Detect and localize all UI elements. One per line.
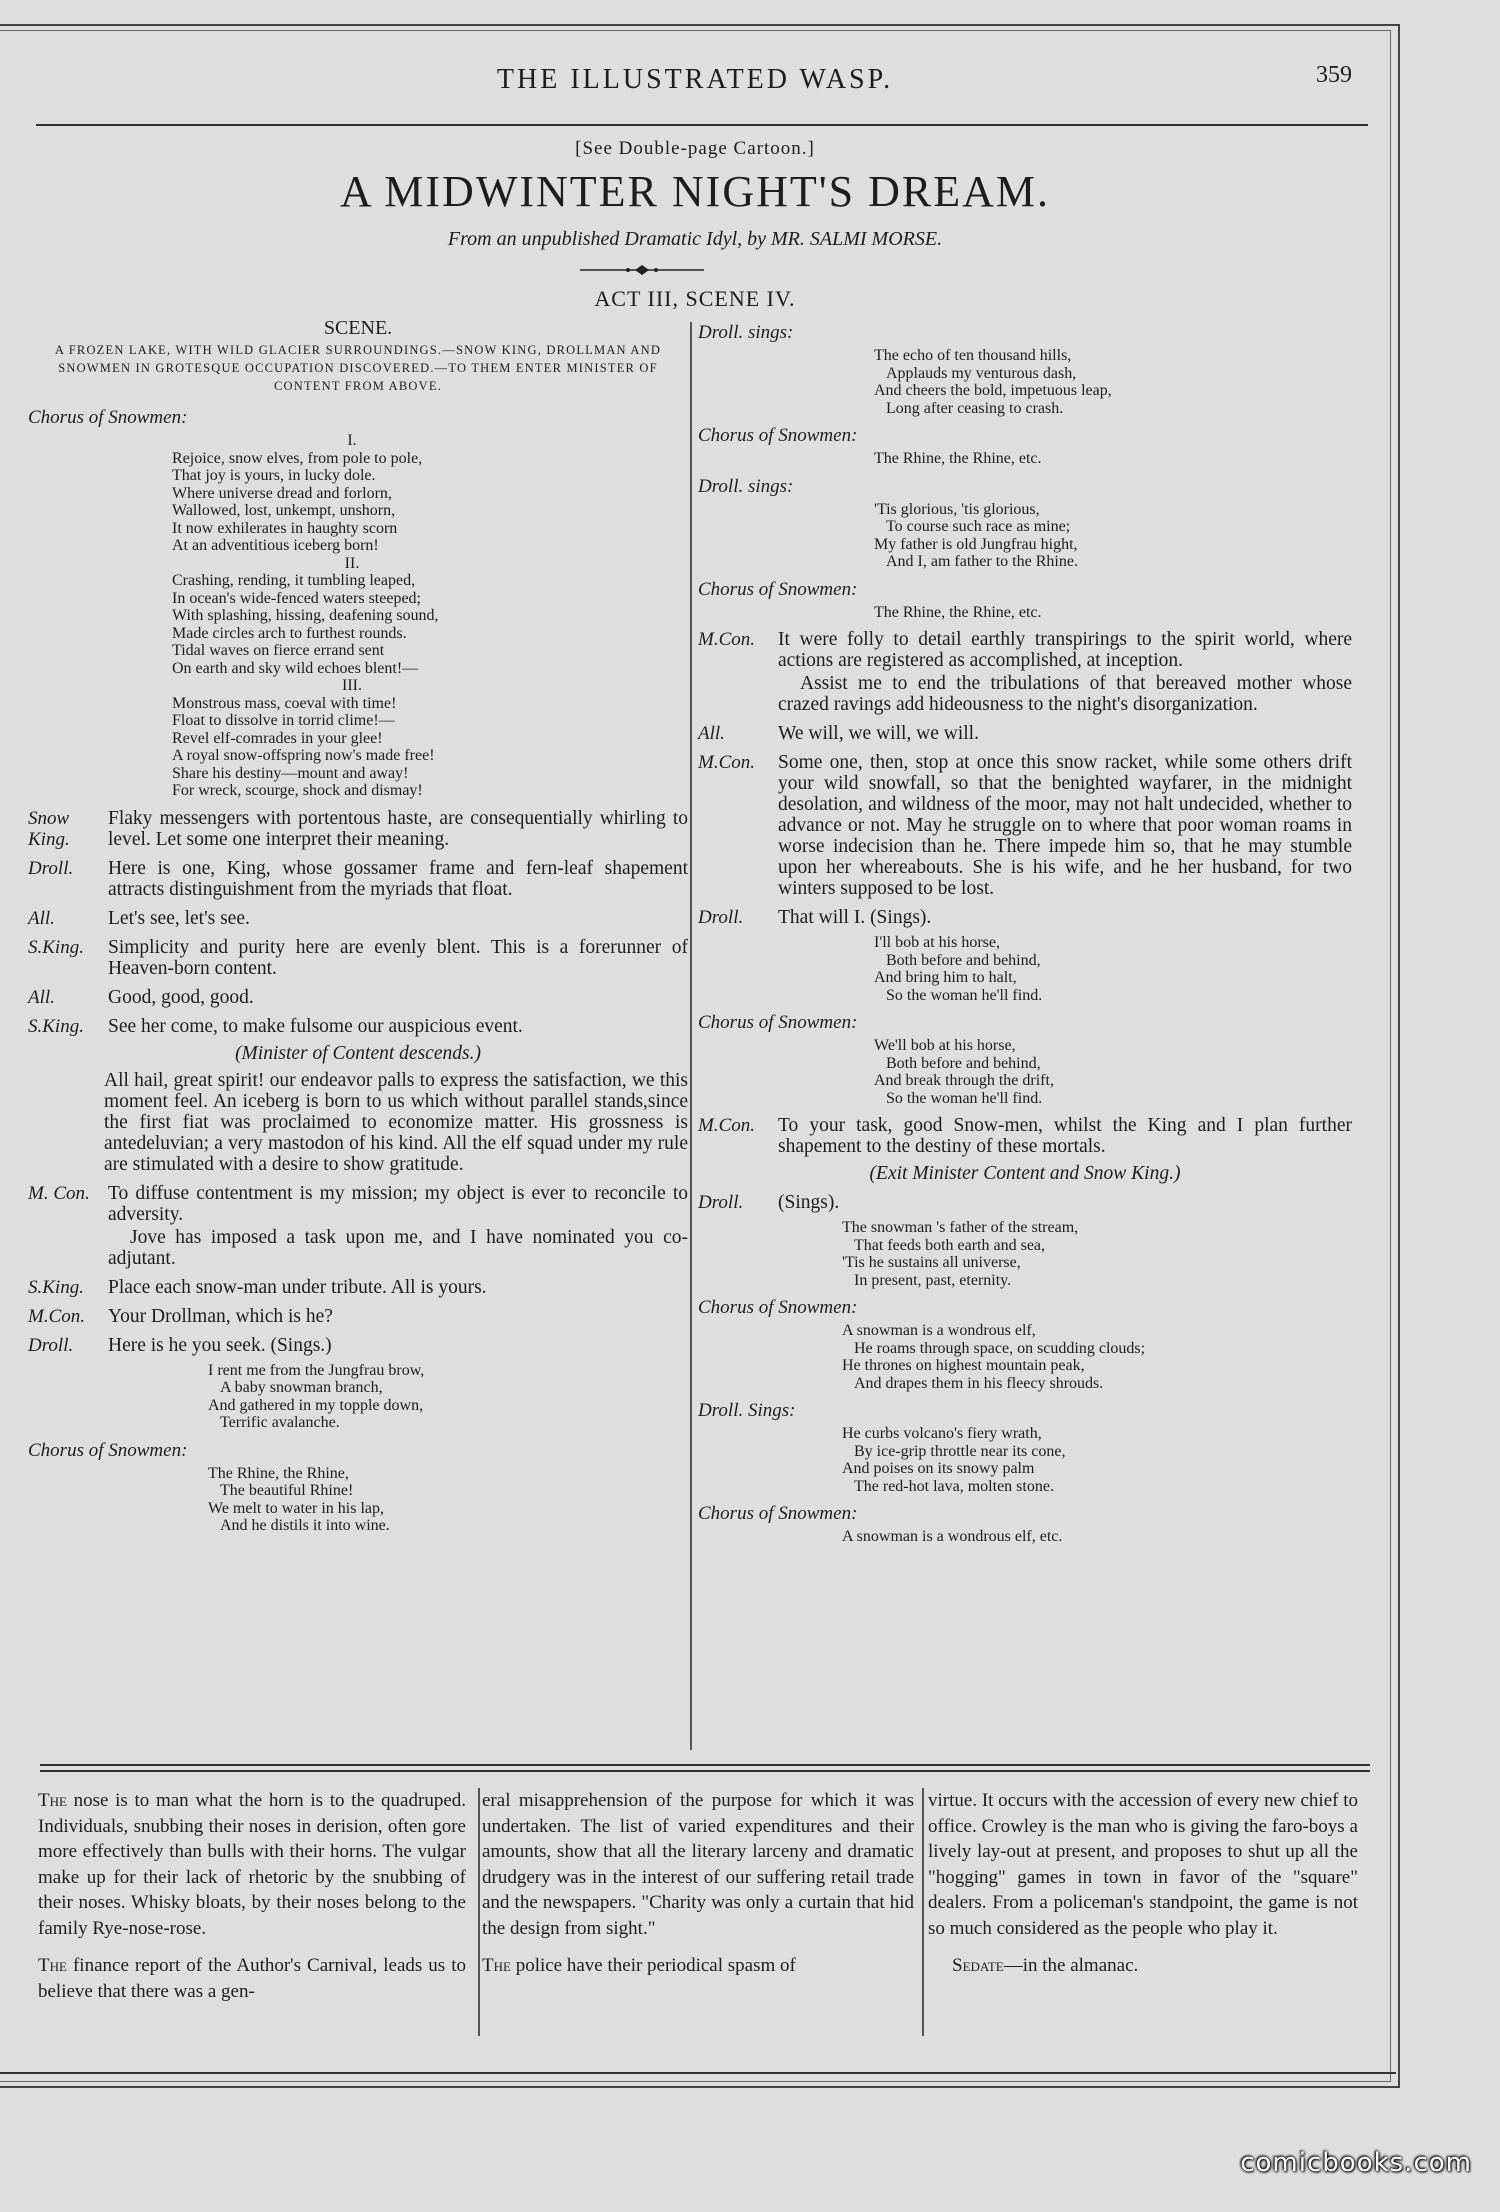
speech	[28, 1306, 688, 1327]
verse-line: Rejoice, snow elves, from pole to pole,	[172, 449, 423, 467]
singer-label: Droll. sings:	[698, 475, 794, 497]
speaker-name: M.Con.	[28, 1305, 85, 1327]
singer-label: Droll. Sings:	[698, 1400, 796, 1421]
verse-line: And I, am father to the Rhine.	[886, 553, 1078, 570]
paragraph-text: finance report of the Author's Carnival, leads us to believe that there was a gen-	[38, 1955, 466, 2002]
chorus-label: Chorus of Snowmen:	[698, 1297, 858, 1318]
singer-label: Droll. sings:	[698, 322, 794, 343]
verse-line: A snowman is a wondrous elf,	[842, 1322, 1036, 1339]
verse-line: Made circles arch to furthest rounds.	[172, 624, 407, 642]
verse-line: I'll bob at his horse,	[874, 934, 1000, 951]
page-number: 359	[1316, 62, 1352, 88]
speech-text: Assist me to end the tribulations of that bereaved mother whose crazed ravings add hideousness to the night's disorganization.	[778, 673, 1352, 715]
right-column	[698, 322, 1352, 1552]
verse-line: My father is old Jungfrau hight,	[874, 535, 1078, 553]
stage-direction: (Minister of Content descends.)	[235, 1042, 481, 1064]
speaker-name: M.Con.	[698, 1115, 755, 1136]
verse-line: The Rhine, the Rhine,	[208, 1464, 349, 1482]
verse-line: And break through the drift,	[874, 1072, 1054, 1089]
see-note: [See Double-page Cartoon.]	[575, 138, 815, 159]
verse-line: He thrones on highest mountain peak,	[842, 1357, 1085, 1374]
verse-line: He roams through space, on scudding clouds;	[854, 1339, 1146, 1357]
verse-block	[842, 1219, 1352, 1289]
scene-direction: A FROZEN LAKE, WITH WILD GLACIER SURROUNDINGS.—SNOW KING, DROLLMAN AND SNOWMEN IN GROTESQUE OCCUPATION DISCOVERED.—TO THEM ENTER MINISTER OF CONTENT FROM ABOVE.	[54, 343, 662, 393]
speaker-name: M.Con.	[698, 752, 755, 773]
speech-text: Good, good, good.	[108, 986, 254, 1008]
chorus-label: Chorus of Snowmen:	[698, 578, 858, 600]
verse-block	[874, 501, 1352, 571]
verse-line: The echo of ten thousand hills,	[874, 347, 1072, 364]
speech-group	[28, 808, 688, 1037]
paragraph-text: police have their periodical spasm of	[515, 1955, 796, 1976]
verse-line: 'Tis he sustains all universe,	[842, 1254, 1021, 1271]
verse-line: The Rhine, the Rhine, etc.	[874, 450, 1042, 467]
left-column	[28, 318, 688, 1541]
verse-block	[874, 934, 1352, 1004]
paragraph	[928, 1953, 1358, 1979]
paragraph	[482, 1953, 914, 1979]
lead-word: The	[38, 1955, 67, 1976]
speaker-name: Droll.	[698, 907, 744, 928]
speaker-name: All.	[28, 907, 55, 929]
verse-block	[874, 450, 1352, 468]
bottom-rule	[0, 2072, 1396, 2074]
speech-text: That will I. (Sings).	[778, 907, 932, 928]
speech	[28, 858, 688, 900]
paragraph-column-3	[928, 1788, 1358, 1979]
ornament-divider	[580, 262, 704, 278]
masthead-title: THE ILLUSTRATED WASP.	[496, 64, 894, 95]
verse-line: Share his destiny—mount and away!	[172, 764, 409, 782]
header-rule	[36, 124, 1368, 126]
article-subtitle: From an unpublished Dramatic Idyl, by MR. SALMI MORSE.	[447, 228, 943, 250]
speech-text: Flaky messengers with portentous haste, are consequentially whirling to level. Let some one interpret their meaning.	[108, 807, 688, 850]
speech-text: We will, we will, we will.	[778, 723, 979, 744]
verse-line: The snowman 's father of the stream,	[842, 1219, 1079, 1236]
paragraph-text: nose is to man what the horn is to the quadruped. Individuals, snubbing their noses in derision, often gore more effectively than bulls with their horns. The vulgar make up for their lack of rhetoric by the snubbing of their noses. Whisky bloats, by their noses belong to the family Rye-nose-rose.	[38, 1790, 466, 1939]
verse-line: In ocean's wide-fenced waters steeped;	[172, 589, 421, 607]
scene-heading: SCENE.	[323, 317, 393, 339]
lead-word: The	[482, 1955, 511, 1976]
speech	[698, 1115, 1352, 1157]
verse-line: Monstrous mass, coeval with time!	[172, 694, 397, 712]
speech-text: Place each snow-man under tribute. All is yours.	[108, 1276, 487, 1298]
paragraph-column-2	[482, 1788, 914, 1979]
verse-line: Applauds my venturous dash,	[886, 364, 1077, 382]
speaker-name: Droll.	[698, 1192, 744, 1213]
speech-text: See her come, to make fulsome our auspicious event.	[108, 1015, 523, 1037]
speech	[28, 1335, 688, 1356]
speech-text: Simplicity and purity here are evenly blent. This is a forerunner of Heaven-born content.	[108, 936, 688, 979]
stanza-number: III.	[342, 677, 362, 694]
verse-line: A snowman is a wondrous elf, etc.	[842, 1528, 1063, 1545]
speech	[698, 723, 1352, 744]
verse-block	[172, 432, 532, 800]
verse-line: Revel elf-comrades in your glee!	[172, 729, 383, 747]
column-divider	[478, 1788, 480, 2036]
verse-line: We'll bob at his horse,	[874, 1037, 1016, 1054]
speaker-name: S.King.	[28, 1015, 84, 1037]
speech	[28, 808, 688, 850]
speech-group	[698, 723, 1352, 928]
act-heading: ACT III, SCENE IV.	[594, 286, 796, 311]
paragraph-text: eral misapprehension of the purpose for which it was undertaken. The list of varied expenditures and their amounts, show that all the literary larceny and dramatic drudgery was in the interest of our suffering retail trade and the newspapers. "Charity was only a curtain that hid the design from sight."	[482, 1790, 914, 1939]
verse-line: A baby snowman branch,	[220, 1379, 383, 1396]
verse-block	[842, 1425, 1352, 1495]
verse-block	[874, 604, 1352, 622]
verse-line: So the woman he'll find.	[886, 1089, 1043, 1107]
paragraph	[928, 1788, 1358, 1941]
speaker-name: M.Con.	[698, 629, 755, 650]
speech	[28, 987, 688, 1008]
speech-text: (Sings).	[778, 1192, 840, 1213]
verse-line: Crashing, rending, it tumbling leaped,	[172, 572, 416, 589]
verse-line: So the woman he'll find.	[886, 986, 1043, 1004]
lead-word: The	[38, 1790, 67, 1811]
verse-block	[208, 1465, 688, 1535]
speech	[28, 1183, 688, 1225]
verse-block	[208, 1362, 688, 1432]
verse-line: And cheers the bold, impetuous leap,	[874, 382, 1112, 399]
verse-line: I rent me from the Jungfrau brow,	[208, 1361, 425, 1379]
verse-line: And bring him to halt,	[874, 969, 1017, 986]
verse-line: 'Tis glorious, 'tis glorious,	[874, 500, 1040, 518]
stanza-number: II.	[344, 554, 360, 572]
speaker-name: Droll.	[28, 857, 74, 879]
speech-text: To diffuse contentment is my mission; my object is ever to reconcile to adversity.	[108, 1182, 688, 1225]
verse-line: Both before and behind,	[886, 1054, 1041, 1072]
chorus-label: Chorus of Snowmen:	[698, 1012, 858, 1033]
chorus-label: Chorus of Snowmen:	[28, 1439, 188, 1461]
verse-line: A royal snow-offspring now's made free!	[172, 747, 435, 764]
verse-line: The Rhine, the Rhine, etc.	[874, 603, 1042, 621]
verse-line: By ice-grip throttle near its cone,	[854, 1442, 1066, 1460]
verse-line: And he distils it into wine.	[220, 1517, 390, 1534]
paragraph-text: virtue. It occurs with the accession of every new chief to office. Crowley is the man who is giving the faro-boys a lively lay-out at present, and proposes to shut up all the "hogging" games in town in favor of the "square" dealers. From a policeman's standpoint, the game is not so much considered as the people who play it.	[928, 1790, 1358, 1939]
chorus-label: Chorus of Snowmen:	[28, 407, 188, 428]
column-divider	[922, 1788, 924, 2036]
verse-line: And poises on its snowy palm	[842, 1460, 1035, 1477]
speaker-name: S.King.	[28, 936, 84, 958]
speech-text: All hail, great spirit! our endeavor palls to express the satisfaction, we this moment feel. An iceberg is born to us which without parallel stands,since the first fiat was proclaimed to economize matter. His grossness is antedeluvian; a very mastodon of his kind. All the elf squad under my rule are stimulated with a desire to show gratitude.	[104, 1069, 688, 1175]
paragraph-text: —in the almanac.	[1003, 1955, 1139, 1976]
speaker-name: Droll.	[28, 1334, 74, 1356]
speech-text: Let's see, let's see.	[108, 907, 250, 929]
speech	[28, 1277, 688, 1298]
verse-block	[842, 1322, 1352, 1392]
paragraph-column-1	[38, 1788, 466, 2004]
verse-line: Long after ceasing to crash.	[886, 399, 1064, 417]
stanza-number: I.	[347, 432, 357, 449]
verse-block	[842, 1528, 1352, 1546]
article-title: A MIDWINTER NIGHT'S DREAM.	[339, 167, 1051, 216]
chorus-label: Chorus of Snowmen:	[698, 425, 858, 446]
verse-line: For wreck, scourge, shock and dismay!	[172, 782, 423, 799]
speech-text: Here is he you seek. (Sings.)	[108, 1334, 332, 1356]
verse-line: At an adventitious iceberg born!	[172, 537, 379, 554]
speaker-name: All.	[698, 723, 725, 744]
speech-group	[28, 1277, 688, 1356]
speech-text: Some one, then, stop at once this snow racket, while some others drift your wild snowfall, so that the benighted wayfarer, in the midnight desolation, and wildness of the moor, may not halt undecided, whether to advance or not. May he struggle on to where that poor woman roams in worse indecision than he. There impede him so, that he may stumble upon her whereabouts. She is his wife, and he her husband, for two winters supposed to be lost.	[778, 752, 1352, 899]
verse-line: It now exhilerates in haughty scorn	[172, 519, 398, 537]
column-divider	[690, 322, 692, 1750]
speaker-name: All.	[28, 986, 55, 1008]
speech	[28, 937, 688, 979]
verse-line: Where universe dread and forlorn,	[172, 484, 392, 502]
speech-text: Your Drollman, which is he?	[108, 1305, 333, 1327]
verse-line: He curbs volcano's fiery wrath,	[842, 1425, 1042, 1442]
speech-text: It were folly to detail earthly transpirings to the spirit world, where actions are registered as accomplished, at inception.	[778, 629, 1352, 671]
verse-line: That joy is yours, in lucky dole.	[172, 467, 376, 484]
verse-line: On earth and sky wild echoes blent!—	[172, 659, 419, 677]
watermark: comicbooks.com	[1240, 2148, 1472, 2178]
paragraph	[38, 1953, 466, 2004]
speech	[698, 752, 1352, 899]
verse-line: Tidal waves on fierce errand sent	[172, 642, 385, 659]
stage-direction: (Exit Minister Content and Snow King.)	[869, 1163, 1181, 1184]
speech-group	[698, 629, 1352, 671]
verse-block	[874, 1037, 1352, 1107]
speaker-name: Snow King.	[28, 807, 70, 850]
lead-word: Sedate	[952, 1955, 1004, 1976]
verse-line: To course such race as mine;	[886, 518, 1071, 535]
speech	[698, 629, 1352, 671]
speech-text: Here is one, King, whose gossamer frame and fern-leaf shapement attracts distinguishment from the myriads that float.	[108, 857, 688, 900]
section-rule	[40, 1764, 1370, 1766]
verse-block	[874, 347, 1352, 417]
verse-line: In present, past, eternity.	[854, 1271, 1012, 1289]
verse-line: And drapes them in his fleecy shrouds.	[854, 1374, 1104, 1392]
verse-line: Wallowed, lost, unkempt, unshorn,	[172, 502, 396, 519]
verse-line: Both before and behind,	[886, 951, 1041, 969]
verse-line: Float to dissolve in torrid clime!—	[172, 712, 395, 729]
paragraph	[482, 1788, 914, 1941]
verse-line: Terrific avalanche.	[220, 1414, 340, 1431]
verse-line: The red-hot lava, molten stone.	[854, 1477, 1054, 1495]
chorus-label: Chorus of Snowmen:	[698, 1503, 858, 1524]
verse-line: And gathered in my topple down,	[208, 1396, 424, 1414]
speech-group	[28, 1183, 688, 1225]
speech-group	[698, 1115, 1352, 1157]
section-rule	[40, 1770, 1370, 1772]
speech	[28, 908, 688, 929]
verse-line: The beautiful Rhine!	[220, 1482, 354, 1499]
speech-text: Jove has imposed a task upon me, and I have nominated you co-adjutant.	[108, 1226, 688, 1269]
speech	[28, 1016, 688, 1037]
speech	[698, 907, 1352, 928]
speaker-name: M. Con.	[28, 1182, 90, 1204]
verse-line: We melt to water in his lap,	[208, 1499, 384, 1517]
paragraph	[38, 1788, 466, 1941]
speech	[698, 1192, 1352, 1213]
speech-group	[698, 1192, 1352, 1213]
speech-text: To your task, good Snow-men, whilst the King and I plan further shapement to the destiny of these mortals.	[778, 1115, 1352, 1157]
speaker-name: S.King.	[28, 1276, 84, 1298]
verse-line: That feeds both earth and sea,	[854, 1236, 1046, 1254]
verse-line: With splashing, hissing, deafening sound,	[172, 607, 439, 624]
